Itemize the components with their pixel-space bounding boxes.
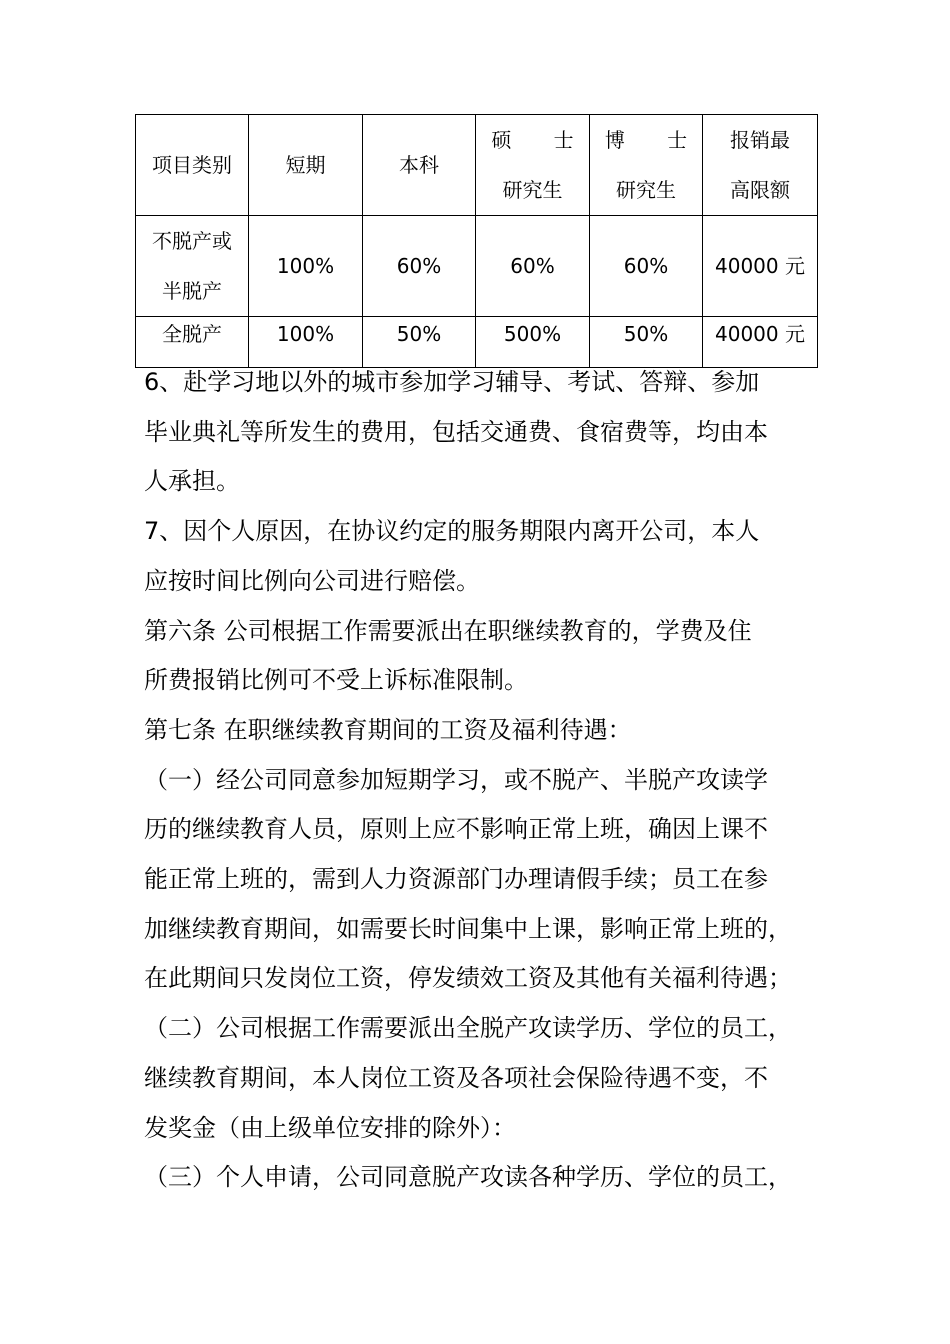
article-6-line: 第六条 公司根据工作需要派出在职继续教育的，学费及住 [144,616,752,645]
header-cell-master: 硕 士 研究生 [476,115,590,216]
text-line: 所费报销比例可不受上诉标准限制。 [144,666,528,695]
header-cell-bachelor: 本科 [363,115,476,216]
text-line: 加继续教育期间，如需要长时间集中上课，影响正常上班的， [144,914,792,943]
text-line: 继续教育期间，本人岗位工资及各项社会保险待遇不变，不 [144,1063,768,1092]
cell-master: 500% [476,317,590,368]
text-line: 发奖金（由上级单位安排的除外）： [144,1113,516,1142]
cell-category: 全脱产 [136,317,249,368]
header-cell-max-amount: 报销最 高限额 [703,115,818,216]
cell-max-amount: 40000 元 [703,317,818,368]
cell-bachelor: 60% [363,216,476,317]
text-line: 人承担。 [144,467,240,496]
text-line: 在此期间只发岗位工资，停发绩效工资及其他有关福利待遇； [144,964,792,993]
text-line: （一）经公司同意参加短期学习，或不脱产、半脱产攻读学 [144,765,768,794]
cell-short-term: 100% [249,317,363,368]
table-row [136,216,818,317]
header-cell-short-term: 短期 [249,115,363,216]
table-header-row [136,115,818,216]
body-text [144,358,834,1203]
cell-doctor: 50% [590,317,703,368]
text-line: 能正常上班的，需到人力资源部门办理请假手续；员工在参 [144,865,768,894]
text-line: 毕业典礼等所发生的费用，包括交通费、食宿费等，均由本 [144,417,768,446]
reimbursement-table [135,114,818,368]
cell-category: 不脱产或 半脱产 [136,216,249,317]
header-cell-category: 项目类别 [136,115,249,216]
text-line: 7、因个人原因，在协议约定的服务期限内离开公司，本人 [144,517,760,546]
text-line: 应按时间比例向公司进行赔偿。 [144,566,480,595]
cell-doctor: 60% [590,216,703,317]
cell-max-amount: 40000 元 [703,216,818,317]
text-line: 历的继续教育人员，原则上应不影响正常上班，确因上课不 [144,815,768,844]
header-cell-doctor: 博 士 研究生 [590,115,703,216]
cell-short-term: 100% [249,216,363,317]
cell-master: 60% [476,216,590,317]
text-line: （二）公司根据工作需要派出全脱产攻读学历、学位的员工， [144,1014,792,1043]
article-7-heading: 第七条 在职继续教育期间的工资及福利待遇： [144,715,632,744]
text-line: 6、赴学习地以外的城市参加学习辅导、考试、答辩、参加 [144,368,760,396]
cell-bachelor: 50% [363,317,476,368]
text-line: （三）个人申请，公司同意脱产攻读各种学历、学位的员工， [144,1163,792,1192]
